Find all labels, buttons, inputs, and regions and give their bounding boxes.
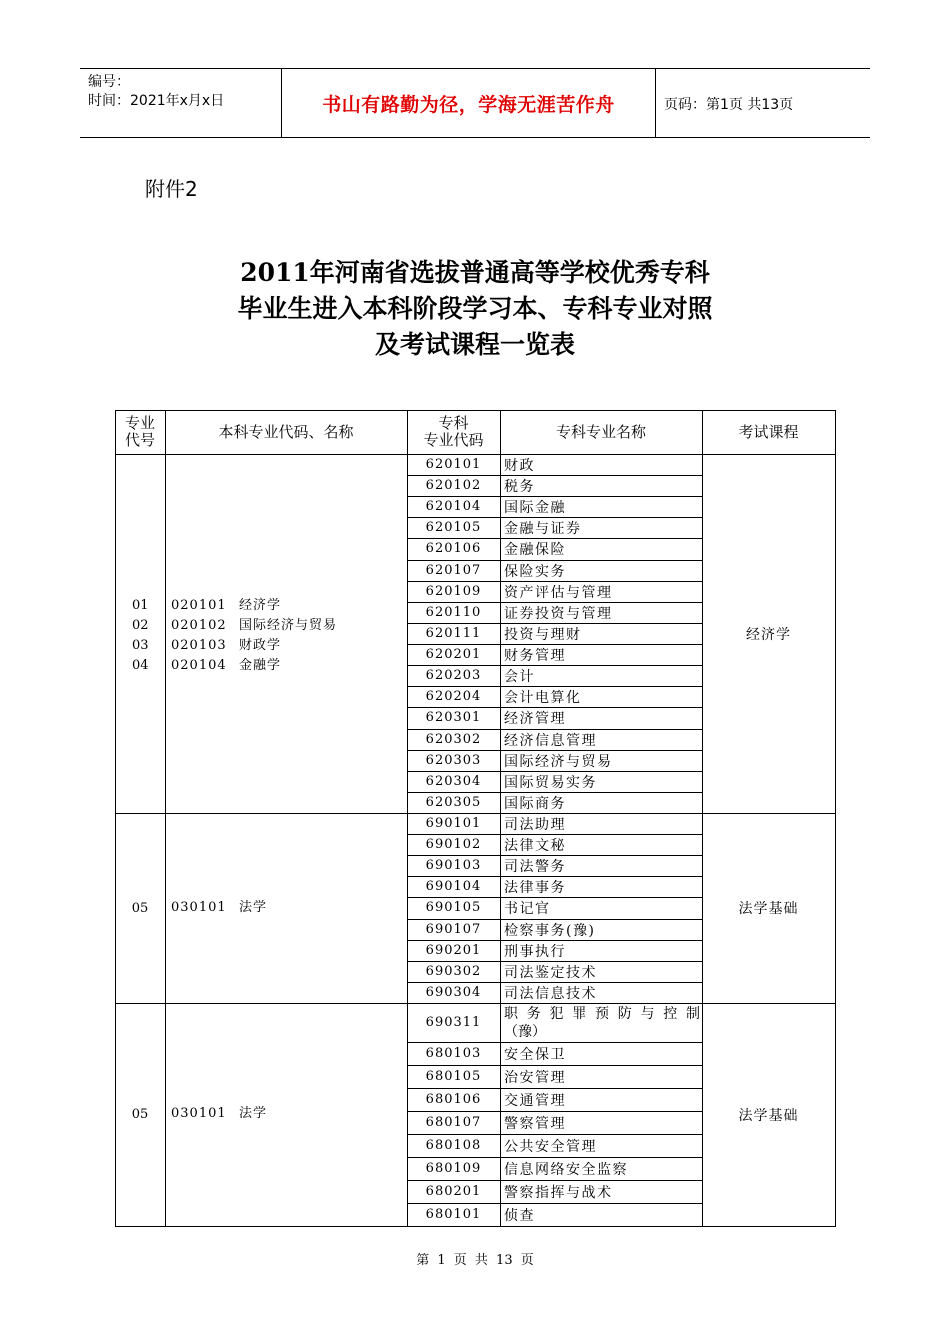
junior-code-cell: 620301	[425, 710, 482, 725]
junior-code-cell: 620102	[425, 478, 482, 493]
junior-name-line2: （豫）	[504, 1024, 546, 1040]
junior-name-cell: 证券投资与管理	[504, 605, 613, 622]
major-no: 02	[132, 618, 149, 633]
header-major-no	[115, 410, 165, 454]
junior-code-cell: 620303	[425, 753, 482, 768]
title-line-2: 毕业生进入本科阶段学习本、专科专业对照	[237, 294, 713, 323]
junior-code-cell: 690101	[425, 816, 482, 831]
page-footer: 第 1 页 共 13 页	[416, 1253, 534, 1268]
table-vertical-rule	[500, 410, 501, 1227]
junior-name-cell: 治安管理	[504, 1069, 566, 1086]
junior-name-char: 犯	[549, 1006, 564, 1022]
table-horizontal-rule	[115, 1226, 836, 1227]
junior-name-char: 防	[617, 1006, 632, 1022]
junior-name-cell: 会计	[504, 668, 535, 685]
page-header	[80, 68, 870, 138]
junior-code-cell: 690104	[425, 879, 482, 894]
undergrad-item	[171, 596, 337, 616]
junior-code-cell: 680101	[425, 1207, 482, 1222]
junior-code-cell: 690304	[425, 985, 482, 1000]
title-line-3: 及考试课程一览表	[374, 330, 575, 359]
table-vertical-rule	[165, 410, 166, 1227]
junior-code-cell: 680109	[425, 1161, 482, 1176]
header-meta	[80, 69, 281, 137]
junior-code-cell: 620104	[425, 499, 482, 514]
junior-code-cell: 620101	[425, 457, 482, 472]
junior-name-cell: 国际贸易实务	[504, 774, 597, 791]
undergrad-code: 030101	[171, 900, 227, 915]
table-horizontal-rule	[115, 410, 836, 411]
junior-name-cell: 税务	[504, 478, 535, 495]
junior-code-cell: 620111	[425, 626, 482, 641]
junior-code-cell: 620110	[425, 605, 482, 620]
header-undergrad: 本科专业代码、名称	[218, 422, 354, 441]
junior-name-char: 务	[526, 1006, 541, 1022]
junior-name-char: 控	[663, 1006, 678, 1022]
major-no: 01	[132, 598, 149, 613]
junior-name-cell: 公共安全管理	[504, 1138, 597, 1155]
group-3-undergrad	[171, 1104, 267, 1124]
junior-name-cell: 信息网络安全监察	[504, 1161, 628, 1178]
junior-name-char: 职	[504, 1006, 518, 1022]
junior-name-cell: 金融保险	[504, 541, 566, 558]
major-no: 03	[132, 638, 149, 653]
junior-name-cell: 财务管理	[504, 647, 566, 664]
junior-name-cell: 交通管理	[504, 1092, 566, 1109]
junior-code-cell: 620305	[425, 795, 482, 810]
table-vertical-rule	[702, 410, 703, 1227]
header-junior-code	[407, 410, 500, 454]
junior-code-cell: 620204	[425, 689, 482, 704]
junior-name-cell: 刑事执行	[504, 943, 566, 960]
junior-code-cell: 680105	[425, 1069, 482, 1084]
document-number-label: 编号：	[88, 74, 130, 90]
junior-name-cell: 资产评估与管理	[504, 584, 613, 601]
header-major-no-line1: 专业	[124, 414, 155, 432]
junior-name-cell: 侦查	[504, 1207, 535, 1224]
group-1-major-nos	[132, 596, 149, 676]
group-2-undergrad	[171, 898, 267, 918]
junior-code-cell: 690105	[425, 900, 482, 915]
junior-name-cell: 国际商务	[504, 795, 566, 812]
junior-name-cell: 书记官	[504, 900, 551, 917]
junior-code-cell: 620106	[425, 541, 482, 556]
group-2-exam: 法学基础	[738, 901, 799, 917]
junior-name-cell: 经济信息管理	[504, 732, 597, 749]
group-1-exam: 经济学	[746, 626, 791, 643]
undergrad-name: 金融学	[239, 658, 282, 673]
junior-code-cell: 680108	[425, 1138, 482, 1153]
group-3-major-no: 05	[131, 1107, 149, 1122]
junior-code-cell: 680201	[425, 1184, 482, 1199]
document-time-label: 时间：2021年x月x日	[88, 93, 225, 109]
table-vertical-rule	[835, 410, 836, 1227]
attachment-label: 附件2	[145, 177, 198, 201]
junior-name-cell: 法律文秘	[504, 837, 566, 854]
junior-name-cell: 司法警务	[504, 858, 566, 875]
junior-name-cell: 经济管理	[504, 710, 566, 727]
undergrad-name: 经济学	[239, 598, 282, 613]
junior-code-cell: 680107	[425, 1115, 482, 1130]
undergrad-name: 法学	[239, 900, 268, 915]
junior-name-char: 罪	[572, 1006, 587, 1022]
junior-name-cell: 金融与证券	[504, 520, 582, 537]
undergrad-code: 020104	[171, 658, 227, 673]
undergrad-name: 财政学	[239, 638, 282, 653]
junior-code-cell: 620109	[425, 584, 482, 599]
table-vertical-rule	[115, 410, 116, 1227]
junior-name-line1	[504, 1005, 700, 1023]
comparison-table	[115, 410, 835, 1226]
junior-name-cell: 司法助理	[504, 816, 566, 833]
junior-name-cell	[504, 1005, 700, 1041]
undergrad-code: 020101	[171, 598, 227, 613]
undergrad-item	[171, 636, 337, 656]
undergrad-item	[171, 1104, 267, 1124]
junior-code-cell: 680106	[425, 1092, 482, 1107]
junior-name-cell: 国际经济与贸易	[504, 753, 613, 770]
undergrad-item	[171, 898, 267, 918]
junior-name-cell: 会计电算化	[504, 689, 582, 706]
title-line-1: 2011年河南省选拔普通高等学校优秀专科	[240, 258, 710, 287]
header-junior-name: 专科专业名称	[555, 422, 646, 441]
junior-name-char: 与	[640, 1006, 655, 1022]
undergrad-code: 020103	[171, 638, 227, 653]
junior-code-cell: 620304	[425, 774, 482, 789]
header-major-no-line2: 代号	[124, 431, 155, 449]
junior-name-cell: 法律事务	[504, 879, 566, 896]
group-3-exam: 法学基础	[738, 1107, 799, 1124]
junior-code-cell: 690102	[425, 837, 482, 852]
header-junior-code-line2: 专业代码	[423, 431, 484, 449]
junior-name-cell: 安全保卫	[504, 1046, 566, 1063]
junior-code-cell: 690302	[425, 964, 482, 979]
junior-name-cell: 司法鉴定技术	[504, 964, 597, 981]
junior-name-char: 制	[686, 1006, 700, 1022]
junior-code-cell: 680103	[425, 1046, 482, 1061]
junior-name-cell: 司法信息技术	[504, 985, 597, 1002]
undergrad-code: 020102	[171, 618, 227, 633]
junior-code-cell: 690201	[425, 943, 482, 958]
junior-name-cell: 国际金融	[504, 499, 566, 516]
group-2-major-no: 05	[131, 900, 149, 916]
junior-name-char: 预	[595, 1006, 609, 1022]
header-exam: 考试课程	[738, 422, 799, 441]
junior-code-cell: 620107	[425, 563, 482, 578]
undergrad-code: 030101	[171, 1106, 227, 1121]
junior-code-cell: 620105	[425, 520, 482, 535]
undergrad-item	[171, 616, 337, 636]
major-no: 04	[132, 658, 149, 673]
junior-name-cell: 投资与理财	[504, 626, 582, 643]
header-page-info: 页码：第1页 共13页	[664, 97, 794, 113]
junior-code-cell: 690107	[425, 922, 482, 937]
junior-code-cell: 690103	[425, 858, 482, 873]
undergrad-name: 国际经济与贸易	[239, 618, 338, 633]
document-title	[0, 255, 950, 363]
junior-code-cell: 620203	[425, 668, 482, 683]
junior-name-cell: 警察管理	[504, 1115, 566, 1132]
junior-code-cell: 620201	[425, 647, 482, 662]
junior-code-cell: 690311	[425, 1015, 482, 1030]
undergrad-name: 法学	[239, 1106, 268, 1121]
junior-name-cell: 财政	[504, 457, 535, 474]
group-1-undergrad-list	[171, 596, 337, 676]
undergrad-item	[171, 656, 337, 676]
junior-code-cell: 620302	[425, 732, 482, 747]
header-junior-code-line1: 专科	[438, 414, 469, 432]
junior-name-cell: 保险实务	[504, 563, 566, 580]
header-slogan: 书山有路勤为径，学海无涯苦作舟	[281, 69, 656, 137]
junior-name-cell: 检察事务(豫)	[504, 922, 596, 939]
junior-name-cell: 警察指挥与战术	[504, 1184, 613, 1201]
